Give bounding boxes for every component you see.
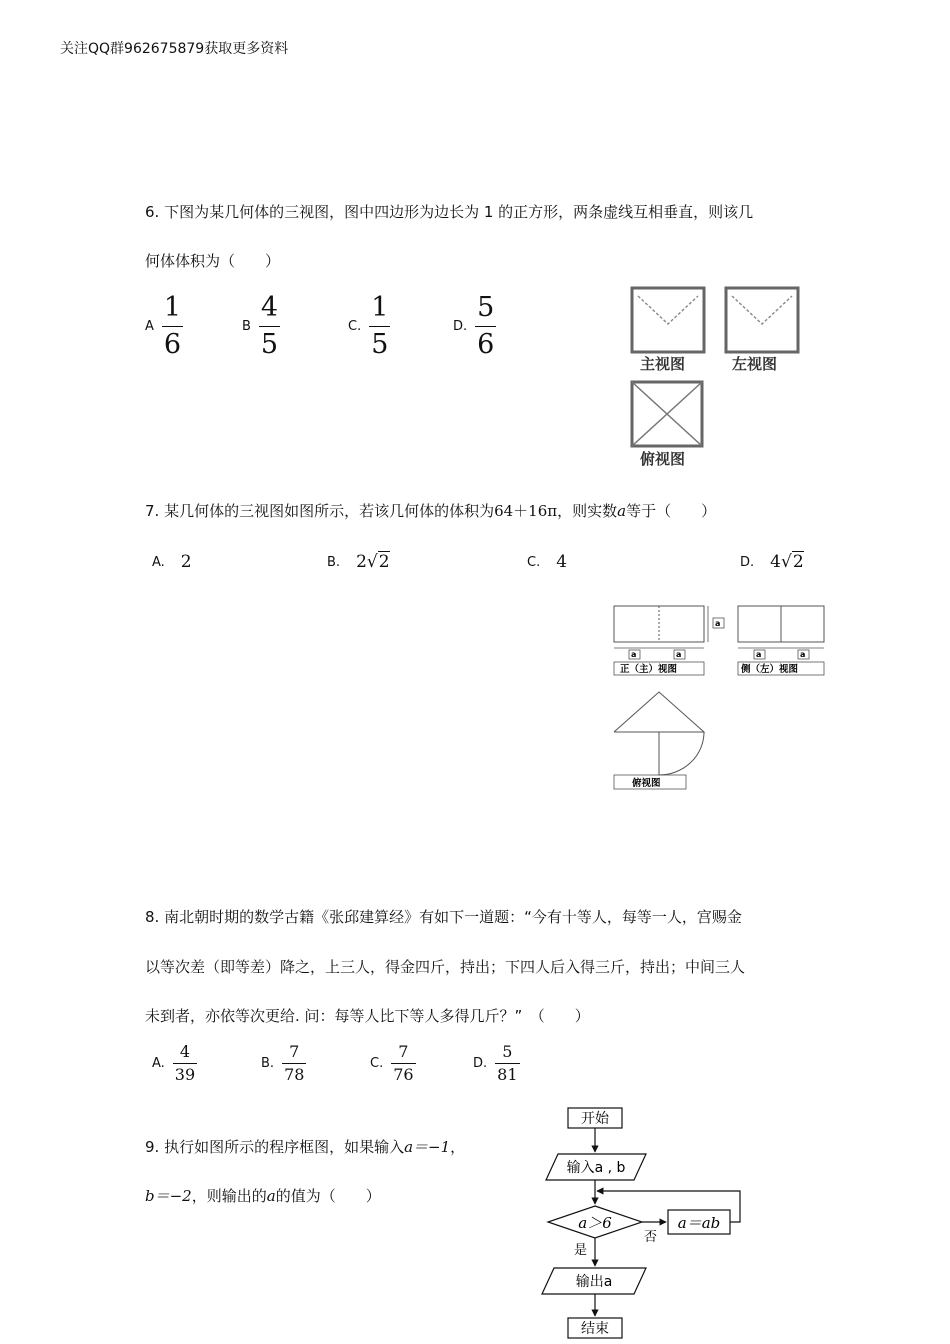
side-view-label: 左视图	[732, 355, 778, 373]
option-label: D.	[453, 319, 468, 334]
flow-assign-label: a＝ab	[677, 1214, 721, 1232]
q7-stem: 7. 某几何体的三视图如图所示，若该几何体的体积为64＋16π，则实数a等于（ ）	[145, 502, 717, 520]
option-label: C.	[370, 1056, 384, 1071]
q7-option-b: B. 2√2	[327, 552, 390, 572]
q8-stem-line1: 8. 南北朝时期的数学古籍《张邱建算经》有如下一道题：“今有十等人，每等一人，宫赐金	[145, 908, 742, 926]
front-view-label: 主视图	[640, 355, 686, 373]
option-label: A.	[152, 1056, 165, 1071]
front-view-square	[632, 288, 704, 352]
option-label: D.	[740, 554, 755, 570]
option-label: C.	[527, 554, 541, 570]
q9-stem-line1: 9. 执行如图所示的程序框图，如果输入a＝−1，	[145, 1138, 466, 1156]
q8-stem-line2: 以等次差（即等差）降之，上三人，得金四斤，持出；下四人后入得三斤，持出；中间三人	[145, 958, 746, 976]
option-fraction: $\frac{4}{5}$	[260, 292, 279, 360]
q7-volume: 64＋16π	[494, 502, 558, 520]
side-view-square	[726, 288, 798, 352]
height-dimension-label: a	[715, 619, 721, 628]
top-view-triangle	[614, 692, 704, 732]
q8-option-a	[152, 1043, 197, 1084]
option-fraction: $\frac{1}{5}$	[371, 292, 389, 360]
q8-stem-line3: 未到者，亦依等次更给. 问：每等人比下等人多得几斤？” （ ）	[145, 1007, 590, 1025]
option-label: A.	[152, 554, 165, 570]
flow-yes-label: 是	[574, 1243, 588, 1258]
option-fraction: $\frac{7}{76}$	[393, 1042, 414, 1084]
option-fraction: $\frac{5}{6}$	[477, 292, 495, 360]
q7-option-d: D. 4√2	[740, 552, 804, 572]
header-watermark: 关注QQ群962675879获取更多资料	[60, 41, 289, 57]
q6-option-a	[145, 292, 183, 361]
q8-option-c	[370, 1043, 416, 1084]
q6-stem-line2: 何体体积为（ ）	[145, 252, 281, 270]
q8-option-b	[261, 1043, 306, 1084]
q7-three-view-figure	[608, 600, 838, 795]
q6-option-b	[242, 292, 280, 361]
option-fraction: $\frac{7}{78}$	[284, 1042, 305, 1084]
side-view-dashed	[732, 296, 792, 324]
top-view-quarter-circle	[659, 732, 704, 775]
q9-flowchart	[540, 1100, 760, 1344]
flow-input-label: 输入a , b	[566, 1160, 626, 1176]
q9-stem-line2: b＝−2，则输出的a的值为（ ）	[145, 1187, 381, 1205]
flow-no-label: 否	[644, 1230, 658, 1245]
flow-output-label: 输出a	[575, 1274, 613, 1290]
width-dimension-label: a	[756, 650, 762, 659]
option-fraction: $\frac{5}{81}$	[497, 1042, 518, 1084]
width-dimension-label: a	[631, 650, 637, 659]
top-view-label: 俯视图	[640, 450, 686, 468]
option-fraction: $\frac{1}{6}$	[163, 292, 182, 360]
q6-option-d	[453, 292, 496, 361]
q6-option-c	[348, 292, 390, 361]
front-view-label: 正（主）视图	[620, 664, 678, 675]
flow-end-label: 结束	[581, 1321, 609, 1337]
q6-stem-line1: 6. 下图为某几何体的三视图，图中四边形为边长为 1 的正方形，两条虚线互相垂直，则该几	[145, 203, 754, 221]
q8-option-d	[473, 1043, 520, 1084]
q6-three-view-figure	[620, 282, 820, 472]
width-dimension-label: a	[676, 650, 682, 659]
top-view-label: 俯视图	[632, 778, 661, 789]
option-label: C.	[348, 319, 362, 334]
option-label: A	[145, 319, 154, 334]
option-label: B	[242, 319, 251, 334]
q7-option-a: A. 2	[152, 552, 192, 572]
option-label: B.	[261, 1056, 275, 1071]
flow-start-label: 开始	[581, 1111, 609, 1127]
q7-option-c: C. 4	[527, 552, 568, 572]
option-label: B.	[327, 554, 341, 570]
front-view-dashed	[638, 296, 698, 324]
flow-condition-label: a＞6	[578, 1214, 612, 1232]
side-view-label: 侧（左）视图	[741, 664, 799, 675]
option-label: D.	[473, 1056, 488, 1071]
option-fraction: $\frac{4}{39}$	[174, 1042, 196, 1084]
width-dimension-label: a	[800, 650, 806, 659]
